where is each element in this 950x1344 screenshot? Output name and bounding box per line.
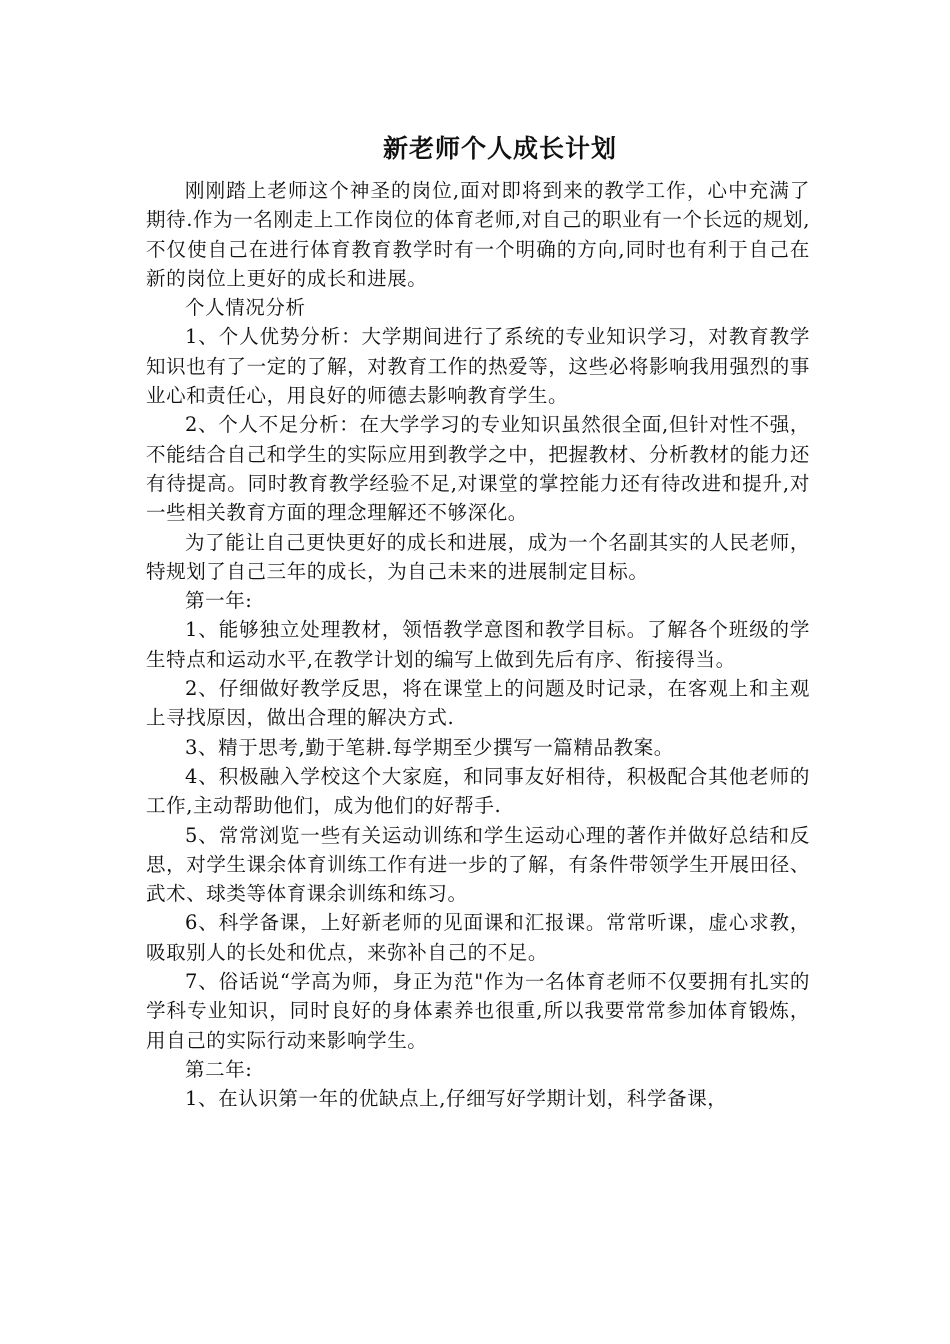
list-item: 4、积极融入学校这个大家庭，和同事友好相待，积极配合其他老师的工作,主动帮助他们，成为他们的好帮手. [146,764,810,818]
section-heading-year-two: 第二年: [185,1057,253,1081]
list-item: 3、精于思考,勤于笔耕.每学期至少撰写一篇精品教案。 [185,735,674,759]
paragraph-strengths: 1、个人优势分析：大学期间进行了系统的专业知识学习，对教育教学知识也有了一定的了解，对教育工作的热爱等，这些必将影响我用强烈的事业心和责任心，用良好的师德去影响教育学生。 [146,325,810,408]
list-item: 1、能够独立处理教材，领悟教学意图和教学目标。了解各个班级的学生特点和运动水平,在教学计划的编写上做到先后有序、衔接得当。 [146,618,810,671]
list-item: 1、在认识第一年的优缺点上,仔细写好学期计划，科学备课， [185,1087,728,1111]
document-body [146,176,810,1114]
paragraph-intro: 刚刚踏上老师这个神圣的岗位,面对即将到来的教学工作，心中充满了期待.作为一名刚走上工作岗位的体育老师,对自己的职业有一个长远的规划,不仅使自己在进行体育教育教学时有一个明确的方向,同时也有利于自己在新的岗位上更好的成长和进展。 [146,179,810,290]
list-item: 7、俗话说“学高为师，身正为范"作为一名体育老师不仅要拥有扎实的学科专业知识，同时良好的身体素养也很重,所以我要常常参加体育锻炼，用自己的实际行动来影响学生。 [146,970,810,1052]
paragraph-weaknesses: 2、个人不足分析：在大学学习的专业知识虽然很全面,但针对性不强，不能结合自己和学生的实际应用到教学之中，把握教材、分析教材的能力还有待提高。同时教育教学经验不足,对课堂的掌控能力还有待改进和提升,对一些相关教育方面的理念理解还不够深化。 [146,413,810,525]
section-heading-year-one: 第一年: [185,589,253,613]
section-heading-personal-analysis: 个人情况分析 [185,296,306,320]
list-item: 5、常常浏览一些有关运动训练和学生运动心理的著作并做好总结和反思，对学生课余体育训练工作有进一步的了解，有条件带领学生开展田径、武术、球类等体育课余训练和练习。 [146,823,810,906]
paragraph-plan-purpose: 为了能让自己更快更好的成长和进展，成为一个名副其实的人民老师，特规划了自己三年的成长，为自己未来的进展制定目标。 [146,530,810,583]
list-item: 2、仔细做好教学反思，将在课堂上的问题及时记录，在客观上和主观上寻找原因，做出合理的解决方式. [146,677,810,730]
list-item: 6、科学备课，上好新老师的见面课和汇报课。常常听课，虚心求教，吸取别人的长处和优点，来弥补自己的不足。 [146,911,810,964]
document-title: 新老师个人成长计划 [382,134,617,163]
